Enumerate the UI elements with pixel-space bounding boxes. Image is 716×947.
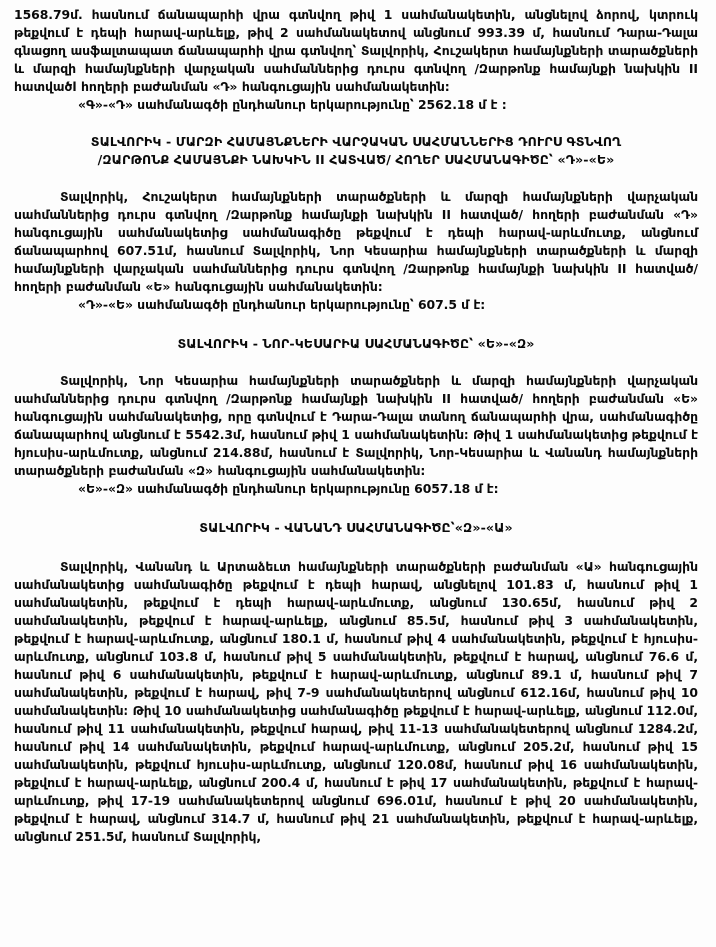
paragraph-boundary-e-z: Տալվորիկ, Նոր Կեսարիա համայնքների տարածքների և մարզի համայնքների վարչական սահմաններից դուրս գտնվող /Զարթոնք համայնքի նախկին II հատված/ հողերի բաժանման «Ե» հանգուցային սահմանակետից, որը գտնվում է Դարա-Դալա տանող ճանապարհի վրա, սահմանագիծը ճանապարհով անցնում է 5542.3մ, հասնում թիվ 1 սահմանակետին։ Թիվ 1 սահմանակետից թեքվում է հյուսիս-արևմուտք, անցնում 214.88մ, հասնում է Տալվորիկ, Նոր-Կեսարիա և Վանանդ համայնքների տարածքների բաժանման «Զ» հանգուցային սահմանակետին: — [14, 373, 698, 478]
section-spacer — [14, 169, 698, 188]
section-heading-d-e — [14, 133, 698, 169]
boundary-total-length-g-d: «Գ»-«Դ» սահմանագծի ընդհանուր երկարությունը՝ 2562.18 մ է : — [78, 97, 507, 112]
section-heading-e-z — [14, 335, 698, 353]
section-spacer — [14, 114, 698, 133]
section-spacer — [14, 537, 698, 558]
section-spacer — [14, 498, 698, 519]
section-spacer — [14, 353, 698, 372]
paragraph-boundary-d-e: Տալվորիկ, Հուշակերտ համայնքների տարածքների և մարզի համայնքների վարչական սահմաններից դուրս գտնվող /Զարթոնք համայնքի նախկին II հատված/ հողերի բաժանման «Դ» հանգուցային սահմանակետից սահմանագիծը թեքվում է դեպի հարավ-արևմուտք, անցնում ճանապարհով 607.51մ, հասնում Տալվորիկ, Նոր Կեսարիա համայնքների տարածքների և մարզի համայնքների վարչական սահմաններից դուրս գտնվող /Զարթոնք համայնքի նախկին II հատված/ հողերի բաժանման «Ե» հանգուցային սահմանակետին: — [14, 189, 698, 294]
boundary-total-length-d-e: «Դ»-«Ե» սահմանագծի ընդհանուր երկարությունը՝ 607.5 մ է: — [78, 297, 486, 312]
paragraph-boundary-g-d-continuation: 1568.79մ. հասնում ճանապարհի վրա գտնվող թիվ 1 սահմանակետին, անցնելով ձորով, կտրուկ թեքվում է դեպի հարավ-արևելք, թիվ 2 սահմանակետով անցնում 993.39 մ, հասնում Դարա-Դալա գնացող ասֆալտապատ ճանապարհի վրա գտնվող՝ Տալվորիկ, Հուշակերտ համայնքների տարածքների և մարզի համայնքների վարչական սահմաններից դուրս գտնվող /Զարթոնք համայնքի նախկին II հատվածl հողերի բաժանման «Դ» հանգուցային սահմանակետին: — [14, 7, 698, 94]
section-heading-d-e-line2: /ԶԱՐԹՈՆՔ ՀԱՄԱՅՆՔԻ ՆԱԽԿԻՆ II ՀԱՏՎԱԾ/ ՀՈՂԵՐ ՍԱՀՄԱՆԱԳԻԾԸ՝ «Դ»-«Ե» — [97, 152, 615, 167]
paragraph-boundary-z-a: Տալվորիկ, Վանանդ և Արտաձեւտ համայնքների տարածքների բաժանման «Ա» հանգուցային սահմանակետից սահմանագիծը թեքվում է դեպի հարավ, անցնելով 101.83 մ, հասնում թիվ 1 սահմանակետին, թեքվում է դեպի հարավ-արևմուտք, անցնում 130.65մ, հասնում թիվ 2 սահմանակետին, թեքվում է հարավ-արևելք, անցնում 85.5մ, հասնում թիվ 3 սահմանակետին, թեքվում է հարավ-արևմուտք, անցնում 180.1 մ, հասնում թիվ 4 սահմանակետին, թեքվում է հյուսիս-արևմուտք, անցնում 103.8 մ, հասնում թիվ 5 սահմանակետին, թեքվում է հարավ, անցնում 76.6 մ, հասնում թիվ 6 սահմանակետին, թեքվում է հարավ-արևմուտք, անցնում 89.1 մ, հասնում թիվ 7 սահմանակետին, թեքվում է հարավ, թիվ 7-9 սահմանակետերով անցնում 612.16մ, հասնում թիվ 10 սահմանակետին։ Թիվ 10 սահմանակետից սահմանագիծը թեքվում է հարավ-արևելք, անցնում 112.0մ, հասնում թիվ 11 սահմանակետին, թեքվում հարավ, թիվ 11-13 սահմանակետերով անցնում 1284.2մ, հասնում թիվ 14 սահմանակետին, թեքվում հարավ-արևմուտք, անցնում 205.2մ, հասնում թիվ 15 սահմանակետին, թեքվում հյուսիս-արևմուտք, անցնում 120.08մ, հասնում թիվ 16 սահմանակետին, թեքվում է հարավ-արևելք, անցնում 200.4 մ, հասնում է թիվ 17 սահմանակետին, թեքվում է հարավ-արևմուտք, թիվ 17-19 սահմանակետերով անցնում 696.01մ, հասնում է թիվ 20 սահմանակետին, թեքվում է հարավ, անցնում 314.7 մ, հասնում թիվ 21 սահմանակետին, թեքվում է հարավ-արևելք, անցնում 251.5մ, հասնում Տալվորիկ, — [14, 559, 698, 844]
section-heading-e-z-line1: ՏԱԼՎՈՐԻԿ - ՆՈՐ-ԿԵՍԱՐԻԱ ՍԱՀՄԱՆԱԳԻԾԸ՝ «Ե»-«Զ» — [177, 336, 535, 351]
section-spacer — [14, 314, 698, 335]
section-heading-z-a — [14, 519, 698, 537]
section-heading-z-a-line1: ՏԱԼՎՈՐԻԿ - ՎԱՆԱՆԴ ՍԱՀՄԱՆԱԳԻԾԸ՝«Զ»-«Ա» — [199, 520, 513, 535]
section-heading-d-e-line1: ՏԱԼՎՈՐԻԿ - ՄԱՐԶԻ ՀԱՄԱՅՆՔՆԵՐԻ ՎԱՐՉԱԿԱՆ ՍԱՀՄԱՆՆԵՐԻՑ ԴՈՒՐՍ ԳՏՆՎՈՂ — [90, 134, 622, 149]
boundary-total-length-e-z: «Ե»-«Զ» սահմանագծի ընդհանուր երկարությունը 6057.18 մ է: — [78, 481, 499, 496]
